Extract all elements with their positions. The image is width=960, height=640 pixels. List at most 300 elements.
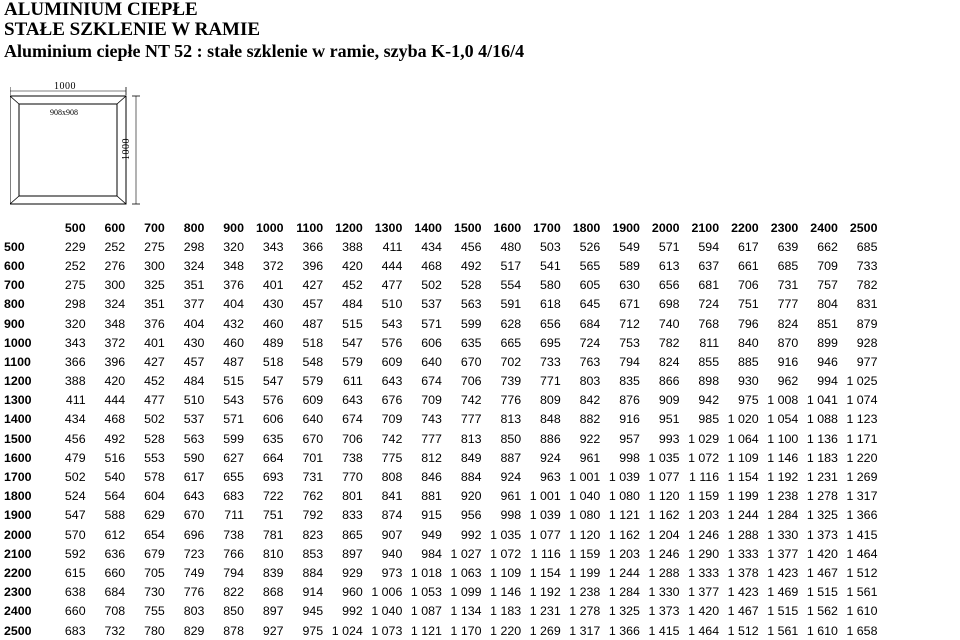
product-title: Aluminium ciepłe NT 52 : stałe szklenie w ramie, szyba K-1,0 4/16/4 — [4, 41, 525, 61]
price-cell: 599 — [460, 316, 482, 331]
price-cell: 777 — [421, 431, 442, 446]
price-cell: 526 — [579, 239, 601, 254]
price-cell: 588 — [104, 508, 126, 523]
price-cell: 676 — [381, 393, 403, 408]
price-cell: 813 — [500, 412, 522, 427]
price-cell: 780 — [144, 623, 165, 638]
price-cell: 1 136 — [806, 431, 838, 446]
price-cell: 1 467 — [727, 604, 759, 619]
table-row — [0, 602, 881, 621]
price-cell: 975 — [738, 393, 759, 408]
price-cell: 763 — [579, 354, 601, 369]
price-cell: 874 — [381, 508, 403, 523]
price-cell: 388 — [64, 374, 86, 389]
price-cell: 1 039 — [608, 470, 640, 485]
price-cell: 1 204 — [648, 527, 680, 542]
price-cell: 637 — [698, 258, 720, 273]
price-cell: 502 — [144, 412, 165, 427]
glass-size-label: 908x908 — [50, 108, 78, 117]
price-cell: 366 — [64, 354, 86, 369]
price-cell: 401 — [144, 335, 165, 350]
price-cell: 762 — [302, 489, 324, 504]
price-cell: 388 — [342, 239, 363, 254]
row-header: 700 — [4, 278, 25, 293]
price-cell: 492 — [104, 431, 126, 446]
price-cell: 823 — [302, 527, 324, 542]
price-cell: 325 — [144, 278, 165, 293]
price-cell: 739 — [500, 374, 522, 389]
price-cell: 733 — [856, 258, 878, 273]
price-cell: 578 — [144, 470, 165, 485]
table-row — [0, 525, 881, 544]
price-cell: 961 — [500, 489, 522, 504]
price-cell: 1 423 — [767, 565, 799, 580]
price-cell: 502 — [421, 278, 442, 293]
price-cell: 897 — [262, 604, 284, 619]
price-cell: 907 — [381, 527, 403, 542]
price-cell: 822 — [223, 585, 244, 600]
price-cell: 541 — [540, 258, 561, 273]
price-cell: 724 — [579, 335, 601, 350]
row-header: 1700 — [4, 470, 32, 485]
column-header: 2300 — [770, 220, 799, 235]
price-cell: 1 378 — [727, 565, 759, 580]
price-cell: 956 — [460, 508, 482, 523]
price-cell: 833 — [342, 508, 363, 523]
row-header: 600 — [4, 258, 25, 273]
price-cell: 882 — [579, 412, 601, 427]
column-header: 1900 — [612, 220, 640, 235]
price-cell: 444 — [104, 393, 126, 408]
price-cell: 1 464 — [846, 546, 878, 561]
price-cell: 842 — [579, 393, 601, 408]
price-cell: 564 — [104, 489, 126, 504]
price-cell: 973 — [381, 565, 403, 580]
price-cell: 794 — [619, 354, 640, 369]
price-cell: 1 100 — [767, 431, 799, 446]
price-cell: 1 080 — [608, 489, 640, 504]
price-cell: 1 087 — [410, 604, 442, 619]
price-cell: 543 — [381, 316, 403, 331]
price-cell: 885 — [738, 354, 759, 369]
price-cell: 811 — [699, 335, 720, 350]
table-row — [0, 506, 881, 525]
price-cell: 635 — [262, 431, 284, 446]
price-cell: 477 — [144, 393, 165, 408]
row-header: 1800 — [4, 489, 32, 504]
price-cell: 897 — [342, 546, 363, 561]
price-cell: 711 — [224, 508, 244, 523]
price-cell: 1 072 — [490, 546, 522, 561]
price-cell: 627 — [223, 450, 244, 465]
height-dimension-label: 1000 — [121, 138, 132, 160]
price-cell: 810 — [262, 546, 284, 561]
price-cell: 594 — [698, 239, 720, 254]
price-cell: 1 278 — [806, 489, 838, 504]
price-cell: 1 415 — [648, 623, 680, 638]
price-cell: 724 — [698, 297, 720, 312]
price-cell: 1 284 — [608, 585, 640, 600]
price-cell: 576 — [262, 393, 284, 408]
price-cell: 1 373 — [806, 527, 838, 542]
column-header: 2100 — [691, 220, 720, 235]
column-header: 1600 — [493, 220, 522, 235]
price-cell: 456 — [460, 239, 482, 254]
price-cell: 712 — [619, 316, 640, 331]
price-cell: 1 020 — [727, 412, 759, 427]
row-header: 1600 — [4, 450, 32, 465]
price-cell: 792 — [302, 508, 324, 523]
price-cell: 1 029 — [688, 431, 720, 446]
price-cell: 589 — [619, 258, 640, 273]
price-cell: 1 610 — [846, 604, 878, 619]
price-cell: 590 — [183, 450, 205, 465]
price-cell: 376 — [144, 316, 165, 331]
price-cell: 571 — [223, 412, 244, 427]
price-cell: 444 — [381, 258, 403, 273]
price-cell: 1 199 — [569, 565, 601, 580]
price-cell: 366 — [302, 239, 324, 254]
price-cell: 665 — [500, 335, 522, 350]
price-cell: 1 333 — [727, 546, 759, 561]
price-cell: 770 — [342, 470, 363, 485]
price-cell: 870 — [777, 335, 799, 350]
price-cell: 609 — [381, 354, 403, 369]
price-cell: 1 006 — [371, 585, 403, 600]
price-cell: 477 — [381, 278, 403, 293]
price-cell: 1 238 — [569, 585, 601, 600]
price-cell: 951 — [658, 412, 680, 427]
price-cell: 1 203 — [688, 508, 720, 523]
price-cell: 808 — [381, 470, 403, 485]
table-row — [0, 256, 881, 275]
price-cell: 1 109 — [727, 450, 759, 465]
price-cell: 670 — [460, 354, 482, 369]
price-cell: 515 — [342, 316, 363, 331]
price-cell: 975 — [302, 623, 324, 638]
price-cell: 1 366 — [846, 508, 878, 523]
price-cell: 452 — [342, 278, 363, 293]
price-cell: 643 — [183, 489, 205, 504]
price-cell: 1 072 — [688, 450, 720, 465]
price-cell: 457 — [302, 297, 324, 312]
price-cell: 683 — [64, 623, 86, 638]
row-header: 800 — [4, 297, 25, 312]
price-cell: 771 — [540, 374, 561, 389]
price-cell: 777 — [777, 297, 799, 312]
price-cell: 899 — [817, 335, 838, 350]
row-header: 1400 — [4, 412, 32, 427]
price-cell: 404 — [183, 316, 205, 331]
price-cell: 840 — [738, 335, 759, 350]
price-cell: 685 — [856, 239, 878, 254]
price-cell: 606 — [421, 335, 442, 350]
price-cell: 635 — [460, 335, 482, 350]
price-cell: 781 — [262, 527, 284, 542]
price-cell: 1 562 — [806, 604, 838, 619]
price-cell: 487 — [223, 354, 244, 369]
price-cell: 1 610 — [806, 623, 838, 638]
price-cell: 1 154 — [529, 565, 561, 580]
price-cell: 835 — [619, 374, 640, 389]
price-cell: 1 467 — [806, 565, 838, 580]
price-cell: 730 — [144, 585, 165, 600]
price-cell: 701 — [302, 450, 324, 465]
price-cell: 630 — [619, 278, 640, 293]
price-cell: 706 — [738, 278, 759, 293]
price-cell: 613 — [658, 258, 680, 273]
price-cell: 855 — [698, 354, 720, 369]
price-cell: 853 — [302, 546, 324, 561]
price-cell: 1 109 — [490, 565, 522, 580]
price-cell: 1 001 — [569, 470, 601, 485]
price-cell: 643 — [342, 393, 363, 408]
price-cell: 351 — [183, 278, 205, 293]
price-cell: 709 — [421, 393, 442, 408]
price-cell: 343 — [262, 239, 284, 254]
price-cell: 1 073 — [371, 623, 403, 638]
table-row — [0, 314, 881, 333]
price-cell: 1 116 — [530, 546, 561, 561]
price-cell: 618 — [540, 297, 561, 312]
price-cell: 640 — [302, 412, 324, 427]
price-cell: 751 — [262, 508, 284, 523]
price-cell: 604 — [144, 489, 165, 504]
price-cell: 841 — [381, 489, 403, 504]
column-header: 1700 — [533, 220, 561, 235]
table-row — [0, 563, 881, 582]
price-cell: 489 — [262, 335, 284, 350]
price-cell: 401 — [262, 278, 284, 293]
price-cell: 1 088 — [806, 412, 838, 427]
price-cell: 1 027 — [450, 546, 482, 561]
table-row — [0, 410, 881, 429]
price-cell: 468 — [421, 258, 442, 273]
price-cell: 679 — [144, 546, 165, 561]
price-cell: 755 — [144, 604, 165, 619]
price-cell: 503 — [540, 239, 561, 254]
price-cell: 480 — [500, 239, 522, 254]
price-cell: 518 — [302, 335, 324, 350]
price-cell: 427 — [302, 278, 324, 293]
price-cell: 1 053 — [410, 585, 442, 600]
price-cell: 884 — [460, 470, 482, 485]
price-cell: 1 134 — [450, 604, 482, 619]
column-header: 600 — [104, 220, 126, 235]
price-cell: 916 — [777, 354, 799, 369]
price-cell: 813 — [460, 431, 482, 446]
price-cell: 866 — [658, 374, 680, 389]
price-cell: 998 — [500, 508, 522, 523]
price-cell: 732 — [104, 623, 126, 638]
price-cell: 1 199 — [727, 489, 759, 504]
table-row — [0, 621, 881, 640]
price-cell: 824 — [777, 316, 799, 331]
price-cell: 1 330 — [767, 527, 799, 542]
price-cell: 768 — [698, 316, 720, 331]
price-cell: 324 — [104, 297, 126, 312]
column-header: 2200 — [731, 220, 759, 235]
price-cell: 660 — [64, 604, 86, 619]
column-header: 1500 — [453, 220, 482, 235]
price-cell: 563 — [183, 431, 205, 446]
price-cell: 548 — [302, 354, 324, 369]
price-cell: 803 — [579, 374, 601, 389]
price-cell: 1 515 — [767, 604, 799, 619]
price-cell: 698 — [658, 297, 680, 312]
price-cell: 1 035 — [648, 450, 680, 465]
price-cell: 962 — [777, 374, 799, 389]
price-cell: 751 — [738, 297, 759, 312]
price-cell: 733 — [540, 354, 561, 369]
price-cell: 1 121 — [608, 508, 640, 523]
price-cell: 484 — [183, 374, 205, 389]
table-row — [0, 467, 881, 486]
price-cell: 372 — [262, 258, 284, 273]
price-cell: 276 — [104, 258, 126, 273]
price-cell: 372 — [104, 335, 126, 350]
price-cell: 570 — [64, 527, 86, 542]
price-cell: 1 231 — [806, 470, 838, 485]
price-cell: 1 162 — [648, 508, 680, 523]
price-cell: 460 — [262, 316, 284, 331]
price-cell: 992 — [460, 527, 482, 542]
price-cell: 1 077 — [648, 470, 680, 485]
price-cell: 456 — [64, 431, 86, 446]
price-cell: 1 238 — [767, 489, 799, 504]
price-cell: 1 035 — [490, 527, 522, 542]
price-cell: 1 284 — [767, 508, 799, 523]
price-cell: 547 — [262, 374, 284, 389]
price-cell: 638 — [64, 585, 86, 600]
price-cell: 1 330 — [648, 585, 680, 600]
price-cell: 404 — [223, 297, 244, 312]
price-cell: 629 — [144, 508, 165, 523]
price-cell: 298 — [183, 239, 205, 254]
table-row — [0, 352, 881, 371]
column-header: 900 — [223, 220, 244, 235]
price-cell: 693 — [262, 470, 284, 485]
price-cell: 1 054 — [767, 412, 799, 427]
price-cell: 670 — [183, 508, 205, 523]
price-table — [0, 218, 881, 640]
price-cell: 723 — [183, 546, 205, 561]
price-cell: 804 — [817, 297, 838, 312]
price-cell: 1 561 — [846, 585, 878, 600]
price-cell: 605 — [579, 278, 601, 293]
price-cell: 957 — [619, 431, 640, 446]
column-header: 1200 — [335, 220, 363, 235]
column-header: 1400 — [414, 220, 442, 235]
price-cell: 1 333 — [688, 565, 720, 580]
price-cell: 655 — [223, 470, 244, 485]
price-cell: 1 512 — [846, 565, 878, 580]
price-cell: 1 170 — [450, 623, 482, 638]
price-cell: 777 — [460, 412, 482, 427]
price-cell: 670 — [302, 431, 324, 446]
price-cell: 1 146 — [490, 585, 522, 600]
column-header: 1000 — [255, 220, 284, 235]
price-cell: 628 — [500, 316, 522, 331]
price-cell: 580 — [540, 278, 561, 293]
row-header: 1000 — [4, 335, 32, 350]
price-cell: 782 — [658, 335, 680, 350]
price-cell: 1 373 — [648, 604, 680, 619]
price-cell: 1 001 — [529, 489, 561, 504]
price-cell: 1 183 — [806, 450, 838, 465]
price-cell: 1 366 — [608, 623, 640, 638]
price-cell: 674 — [421, 374, 442, 389]
price-cell: 351 — [144, 297, 165, 312]
price-cell: 1 159 — [569, 546, 601, 561]
price-cell: 487 — [302, 316, 324, 331]
table-row — [0, 372, 881, 391]
price-cell: 1 063 — [450, 565, 482, 580]
price-cell: 1 039 — [529, 508, 561, 523]
price-cell: 848 — [540, 412, 561, 427]
price-cell: 1 120 — [648, 489, 680, 504]
price-cell: 484 — [342, 297, 363, 312]
price-cell: 543 — [223, 393, 244, 408]
price-cell: 571 — [658, 239, 680, 254]
price-cell: 1 154 — [727, 470, 759, 485]
price-cell: 1 080 — [569, 508, 601, 523]
price-cell: 554 — [500, 278, 522, 293]
price-cell: 709 — [381, 412, 403, 427]
price-cell: 540 — [104, 470, 126, 485]
price-cell: 320 — [223, 239, 244, 254]
price-cell: 563 — [460, 297, 482, 312]
price-cell: 348 — [223, 258, 244, 273]
table-row — [0, 583, 881, 602]
price-cell: 684 — [579, 316, 601, 331]
price-cell: 1 220 — [490, 623, 522, 638]
price-cell: 1 317 — [846, 489, 878, 504]
title-block — [4, 0, 524, 62]
price-cell: 1 244 — [727, 508, 759, 523]
price-cell: 592 — [64, 546, 86, 561]
subcategory-title: STAŁE SZKLENIE W RAMIE — [4, 19, 261, 40]
price-cell: 850 — [223, 604, 244, 619]
price-cell: 1 269 — [529, 623, 561, 638]
price-cell: 510 — [183, 393, 205, 408]
price-cell: 468 — [104, 412, 126, 427]
price-cell: 420 — [104, 374, 126, 389]
price-cell: 928 — [856, 335, 878, 350]
price-cell: 1 220 — [846, 450, 878, 465]
table-row — [0, 391, 881, 410]
column-header: 1800 — [572, 220, 601, 235]
price-cell: 571 — [421, 316, 442, 331]
price-cell: 851 — [817, 316, 838, 331]
price-cell: 229 — [64, 239, 86, 254]
price-cell: 839 — [262, 565, 284, 580]
price-cell: 300 — [144, 258, 165, 273]
price-cell: 517 — [500, 258, 522, 273]
price-cell: 434 — [64, 412, 86, 427]
price-cell: 881 — [421, 489, 442, 504]
price-cell: 706 — [342, 431, 363, 446]
price-cell: 766 — [223, 546, 244, 561]
table-row — [0, 544, 881, 563]
price-cell: 430 — [262, 297, 284, 312]
price-cell: 492 — [460, 258, 482, 273]
price-cell: 643 — [381, 374, 403, 389]
price-cell: 1 415 — [846, 527, 878, 542]
price-cell: 252 — [64, 258, 86, 273]
price-cell: 348 — [104, 316, 126, 331]
price-cell: 639 — [777, 239, 799, 254]
